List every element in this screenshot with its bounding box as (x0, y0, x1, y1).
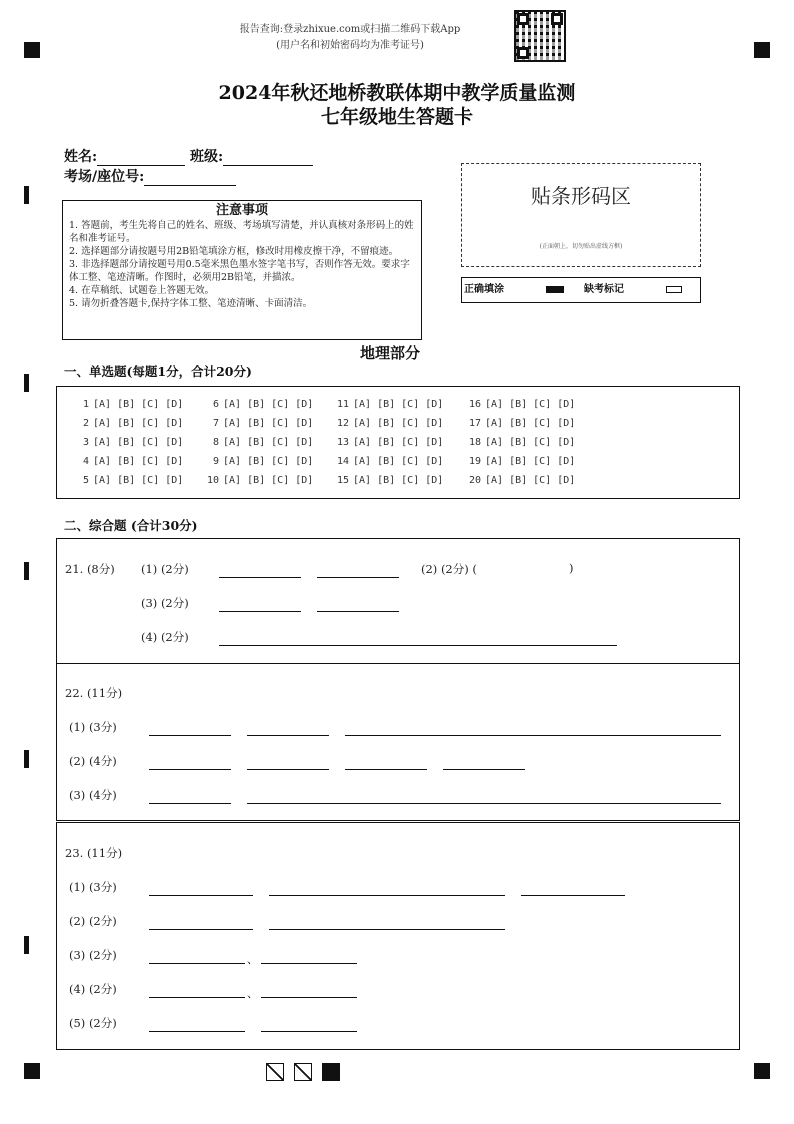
choice-item-18[interactable] (467, 437, 575, 448)
choice-item-8[interactable] (205, 437, 313, 448)
q21-answer-line[interactable] (317, 577, 399, 578)
q23-answer-line[interactable] (261, 963, 357, 964)
choice-options[interactable]: [A] [B] [C] [D] (223, 418, 314, 429)
q23-answer-line[interactable] (261, 1031, 357, 1032)
timing-mark (24, 750, 29, 768)
choice-number: 15 (336, 475, 349, 486)
class-label: 班级: (190, 149, 224, 165)
barcode-area (461, 163, 701, 267)
choice-options[interactable]: [A] [B] [C] [D] (93, 418, 184, 429)
choice-number: 3 (82, 437, 89, 448)
q23-part4-label: (4) (2分) (69, 982, 117, 996)
choice-options[interactable]: [A] [B] [C] [D] (485, 437, 576, 448)
part-title: 地理部分 (360, 344, 421, 362)
choice-item-2[interactable] (75, 418, 183, 429)
choice-options[interactable]: [A] [B] [C] [D] (485, 399, 576, 410)
choice-number: 14 (336, 456, 349, 467)
name-label: 姓名: (64, 149, 98, 165)
q23-answer-line[interactable] (149, 963, 245, 964)
choice-item-11[interactable] (335, 399, 443, 410)
q22-answer-line[interactable] (149, 769, 231, 770)
choice-options[interactable]: [A] [B] [C] [D] (93, 437, 184, 448)
correct-fill-label: 正确填涂 (464, 284, 504, 295)
q22-part1-label: (1) (3分) (69, 720, 117, 734)
room-row (64, 166, 236, 186)
q21-answer-line[interactable] (219, 611, 301, 612)
choice-number: 6 (212, 399, 219, 410)
choice-options[interactable]: [A] [B] [C] [D] (485, 475, 576, 486)
q22-answer-line[interactable] (247, 803, 721, 804)
timing-mark (24, 374, 29, 392)
choice-options[interactable]: [A] [B] [C] [D] (223, 456, 314, 467)
room-field[interactable] (144, 171, 236, 186)
q21-answer-line[interactable] (219, 645, 617, 646)
choice-options[interactable]: [A] [B] [C] [D] (93, 456, 184, 467)
class-field[interactable] (223, 151, 313, 166)
q22-head: 22. (11分) (65, 686, 123, 700)
timing-mark (24, 186, 29, 204)
choice-options[interactable]: [A] [B] [C] [D] (353, 475, 444, 486)
choice-options[interactable]: [A] [B] [C] [D] (485, 456, 576, 467)
choice-number: 19 (468, 456, 481, 467)
fill-legend (461, 277, 701, 303)
choice-number: 17 (468, 418, 481, 429)
page-code-slash-icon (266, 1063, 284, 1081)
choice-number: 7 (212, 418, 219, 429)
q23-answer-line[interactable] (149, 997, 245, 998)
card-title: 七年级地生答题卡 (320, 106, 473, 128)
notice-title: 注意事项 (215, 203, 268, 218)
choice-number: 10 (206, 475, 219, 486)
q21-answer-line[interactable] (219, 577, 301, 578)
q23-answer-line[interactable] (149, 1031, 245, 1032)
q23-separator: 、 (247, 953, 258, 966)
barcode-hint: (正面朝上，切勿贴出虚线方框) (539, 243, 623, 250)
timing-mark (24, 936, 29, 954)
barcode-label: 贴条形码区 (531, 184, 631, 208)
choice-item-17[interactable] (467, 418, 575, 429)
report-note-line1: 报告查询:登录zhixue.com或扫描二维码下载App (239, 24, 461, 35)
name-row (64, 146, 313, 166)
choice-item-15[interactable] (335, 475, 443, 486)
choice-number: 1 (82, 399, 89, 410)
notice-item: 4. 在草稿纸、试题卷上答题无效。 (69, 285, 215, 296)
choice-item-13[interactable] (335, 437, 443, 448)
question-22-box (56, 663, 740, 821)
timing-mark (24, 562, 29, 580)
notice-item: 3. 非选择题部分请按题号用0.5毫米黑色墨水签字笔书写，否则作答无效。要求字体工整、笔迹清晰。作图时，必须用2B铅笔，并描浓。 (69, 259, 410, 283)
exam-title: 2024年秋还地桥教联体期中教学质量监测 (218, 82, 576, 104)
notice-box (62, 200, 422, 340)
section2-title: 二、综合题 (合计30分) (64, 518, 198, 533)
choice-item-3[interactable] (75, 437, 183, 448)
q21-part3-label: (3) (2分) (141, 596, 189, 610)
q21-part2-label: (2) (2分) ( (421, 562, 477, 576)
q22-answer-line[interactable] (443, 769, 525, 770)
choice-item-16[interactable] (467, 399, 575, 410)
choice-item-5[interactable] (75, 475, 183, 486)
choice-number: 12 (336, 418, 349, 429)
notice-item: 2. 选择题部分请按题号用2B铅笔填涂方框，修改时用橡皮擦干净，不留痕迹。 (69, 246, 399, 257)
q23-answer-line[interactable] (261, 997, 357, 998)
choice-item-7[interactable] (205, 418, 313, 429)
choice-options[interactable]: [A] [B] [C] [D] (223, 399, 314, 410)
choice-number: 9 (212, 456, 219, 467)
absent-mark-label: 缺考标记 (584, 284, 624, 295)
choice-item-12[interactable] (335, 418, 443, 429)
absent-mark-box[interactable] (666, 286, 682, 293)
q22-answer-line[interactable] (247, 769, 329, 770)
q23-answer-line[interactable] (269, 929, 505, 930)
name-field[interactable] (97, 151, 185, 166)
choice-options[interactable]: [A] [B] [C] [D] (93, 475, 184, 486)
page-code-filled-icon (322, 1063, 340, 1081)
q23-part3-label: (3) (2分) (69, 948, 117, 962)
choice-number: 4 (82, 456, 89, 467)
q23-part5-label: (5) (2分) (69, 1016, 117, 1030)
q21-answer-line[interactable] (317, 611, 399, 612)
q23-separator: 、 (247, 987, 258, 1000)
q23-head: 23. (11分) (65, 846, 123, 860)
choice-grid (56, 386, 740, 499)
q21-head: 21. (8分) (65, 562, 115, 576)
notice-item: 5. 请勿折叠答题卡,保持字体工整、笔迹清晰、卡面清洁。 (69, 298, 313, 309)
corner-mark-top-right (754, 42, 770, 58)
report-note-line2: (用户名和初始密码均为准考证号) (276, 40, 424, 51)
choice-item-9[interactable] (205, 456, 313, 467)
corner-mark-bottom-left (24, 1063, 40, 1079)
choice-options[interactable]: [A] [B] [C] [D] (353, 437, 444, 448)
q22-part2-label: (2) (4分) (69, 754, 117, 768)
section1-title: 一、单选题(每题1分，合计20分) (64, 364, 252, 379)
corner-mark-top-left (24, 42, 40, 58)
q21-part4-label: (4) (2分) (141, 630, 189, 644)
choice-item-19[interactable] (467, 456, 575, 467)
choice-item-14[interactable] (335, 456, 443, 467)
corner-mark-bottom-right (754, 1063, 770, 1079)
filled-box-icon (546, 286, 564, 293)
q22-answer-line[interactable] (345, 769, 427, 770)
report-note (200, 22, 500, 54)
choice-number: 8 (212, 437, 219, 448)
choice-number: 2 (82, 418, 89, 429)
q23-answer-line[interactable] (149, 895, 253, 896)
page-code-slash-icon (294, 1063, 312, 1081)
q21-part1-label: (1) (2分) (141, 562, 189, 576)
choice-options[interactable]: [A] [B] [C] [D] (485, 418, 576, 429)
choice-options[interactable]: [A] [B] [C] [D] (223, 437, 314, 448)
q23-answer-line[interactable] (521, 895, 625, 896)
choice-options[interactable]: [A] [B] [C] [D] (353, 456, 444, 467)
q22-answer-line[interactable] (345, 735, 721, 736)
choice-options[interactable]: [A] [B] [C] [D] (353, 418, 444, 429)
choice-item-1[interactable] (75, 399, 183, 410)
choice-number: 11 (336, 399, 349, 410)
choice-item-4[interactable] (75, 456, 183, 467)
q23-part1-label: (1) (3分) (69, 880, 117, 894)
q22-answer-line[interactable] (247, 735, 329, 736)
choice-number: 13 (336, 437, 349, 448)
q22-part3-label: (3) (4分) (69, 788, 117, 802)
choice-number: 16 (468, 399, 481, 410)
choice-number: 5 (82, 475, 89, 486)
choice-options[interactable]: [A] [B] [C] [D] (223, 475, 314, 486)
question-21-box (56, 538, 740, 664)
q22-answer-line[interactable] (149, 735, 231, 736)
choice-number: 18 (468, 437, 481, 448)
qr-code-icon (514, 10, 566, 62)
choice-number: 20 (468, 475, 481, 486)
q23-part2-label: (2) (2分) (69, 914, 117, 928)
question-23-box (56, 822, 740, 1050)
choice-item-10[interactable] (205, 475, 313, 486)
choice-options[interactable]: [A] [B] [C] [D] (353, 399, 444, 410)
q22-answer-line[interactable] (149, 803, 231, 804)
room-label: 考场/座位号: (64, 169, 145, 185)
notice-item: 1. 答题前，考生先将自己的姓名、班级、考场填写清楚，并认真核对条形码上的姓名和准考证号。 (69, 220, 414, 244)
q21-part2-close: ) (569, 561, 574, 575)
choice-item-6[interactable] (205, 399, 313, 410)
choice-options[interactable]: [A] [B] [C] [D] (93, 399, 184, 410)
choice-item-20[interactable] (467, 475, 575, 486)
q23-answer-line[interactable] (269, 895, 505, 896)
q23-answer-line[interactable] (149, 929, 253, 930)
